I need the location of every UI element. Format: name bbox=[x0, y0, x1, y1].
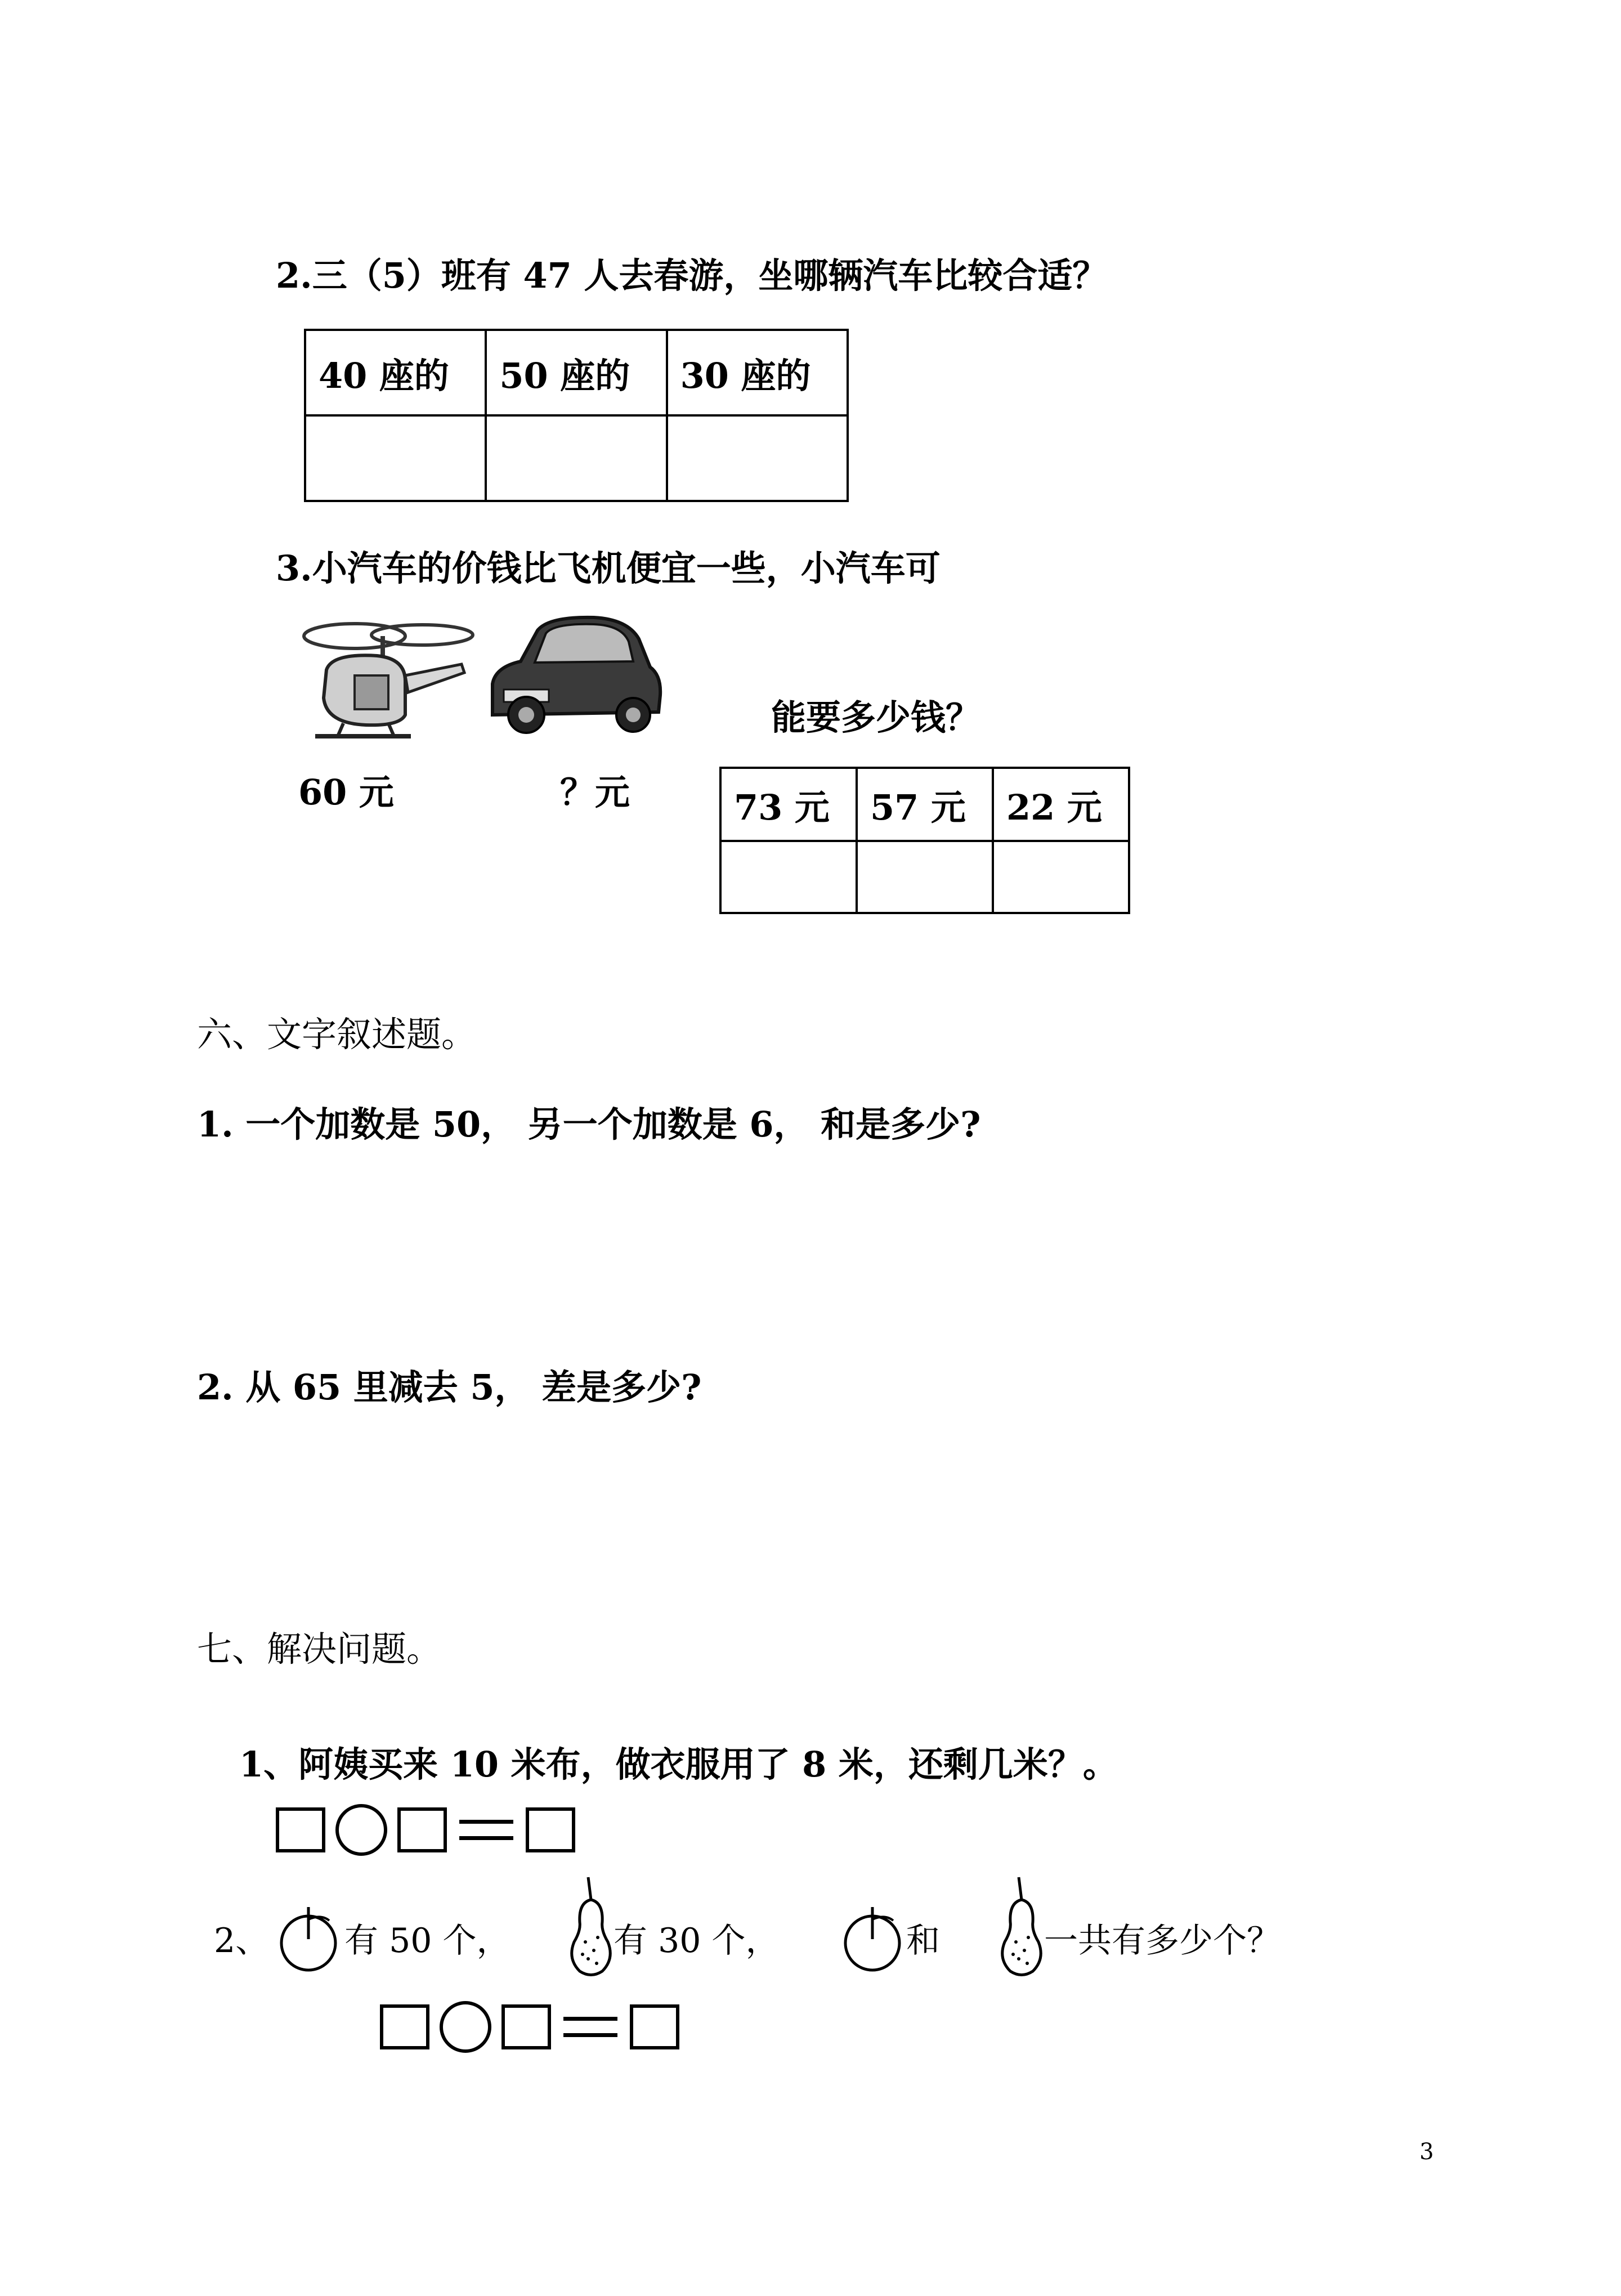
answer-cell[interactable] bbox=[857, 841, 993, 913]
equals-sign bbox=[563, 2013, 617, 2040]
answer-cell[interactable] bbox=[720, 841, 857, 913]
answer-cell[interactable] bbox=[486, 415, 666, 501]
section-6-question-2: 2. 从 65 里减去 5， 差是多少? bbox=[197, 1367, 702, 1408]
equation-row-2 bbox=[380, 2001, 679, 2053]
section-6-title: 六、文字叙述题。 bbox=[197, 1014, 477, 1055]
price-22-header: 22 元 bbox=[993, 768, 1129, 841]
car-icon bbox=[481, 605, 667, 740]
answer-box[interactable] bbox=[380, 2004, 429, 2049]
operator-circle[interactable] bbox=[440, 2001, 491, 2053]
question-3-line2: 能要多少钱？ bbox=[771, 697, 981, 738]
car-price: ？元 bbox=[560, 772, 630, 813]
helicopter-price: 60 元 bbox=[298, 772, 394, 813]
section-6-question-1: 1. 一个加数是 50， 另一个加数是 6， 和是多少? bbox=[197, 1104, 981, 1145]
pear-count-text: 有 30 个， bbox=[614, 1921, 780, 1961]
equals-sign bbox=[459, 1816, 513, 1843]
answer-box[interactable] bbox=[397, 1807, 447, 1852]
section-7-title: 七、解决问题。 bbox=[197, 1628, 442, 1670]
apple-icon bbox=[840, 1897, 907, 1976]
bus-50-header: 50 座的 bbox=[486, 330, 666, 415]
apple-count-text: 有 50 个， bbox=[344, 1921, 511, 1961]
apple-icon bbox=[276, 1897, 343, 1976]
answer-cell[interactable] bbox=[993, 841, 1129, 913]
answer-box[interactable] bbox=[630, 2004, 679, 2049]
price-73-header: 73 元 bbox=[720, 768, 857, 841]
and-text: 和 bbox=[906, 1921, 940, 1961]
answer-cell[interactable] bbox=[667, 415, 848, 501]
price-57-header: 57 元 bbox=[857, 768, 993, 841]
bus-40-header: 40 座的 bbox=[305, 330, 486, 415]
equation-row-1 bbox=[276, 1804, 575, 1856]
answer-box[interactable] bbox=[501, 2004, 551, 2049]
section-7-question-1: 1、阿姨买来 10 米布，做衣服用了 8 米，还剩几米？。 bbox=[239, 1744, 1118, 1785]
question-2-text: 2.三（5）班有 47 人去春游，坐哪辆汽车比较合适？ bbox=[276, 255, 1108, 296]
pear-icon bbox=[563, 1874, 619, 1981]
answer-box[interactable] bbox=[526, 1807, 575, 1852]
operator-circle[interactable] bbox=[335, 1804, 387, 1856]
pear-icon bbox=[993, 1874, 1050, 1981]
car-price-table bbox=[719, 767, 1130, 914]
bus-choice-table bbox=[304, 329, 849, 502]
total-question-text: 一共有多少个？ bbox=[1044, 1921, 1280, 1961]
bus-30-header: 30 座的 bbox=[667, 330, 848, 415]
answer-cell[interactable] bbox=[305, 415, 486, 501]
helicopter-icon bbox=[293, 602, 484, 749]
section-7-q2-prefix: 2、 bbox=[214, 1921, 270, 1961]
answer-box[interactable] bbox=[276, 1807, 325, 1852]
page-number: 3 bbox=[1420, 2139, 1434, 2165]
question-3-line1: 3.小汽车的价钱比飞机便宜一些，小汽车可 bbox=[276, 548, 941, 589]
